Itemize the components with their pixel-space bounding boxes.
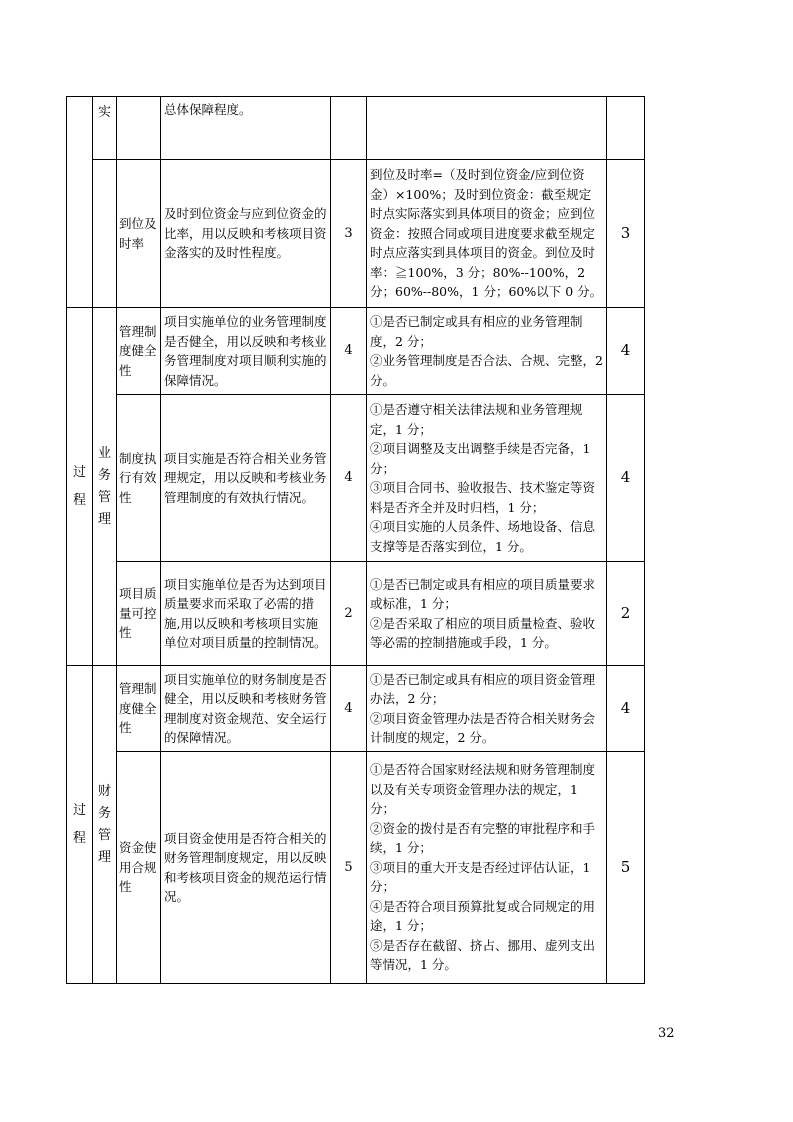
- criteria-item: ①是否符合国家财经法规和财务管理制度以及有关专项资金管理办法的规定，1 分；: [370, 762, 596, 817]
- weight-cell: 2: [331, 562, 367, 666]
- weight-cell: 4: [331, 308, 367, 395]
- criteria-item: ③项目合同书、验收报告、技术鉴定等资料是否齐全并及时归档，1 分；: [370, 480, 596, 515]
- indicator-cell: 项目质量可控性: [117, 562, 161, 666]
- page-number: 32: [658, 1026, 675, 1041]
- indicator-cell: 制度执行有效性: [117, 395, 161, 562]
- criteria-item: ①是否遵守相关法律法规和业务管理规定，1 分；: [370, 402, 583, 437]
- level2-cell: [93, 160, 117, 308]
- description-cell: 项目实施单位的财务制度是否健全，用以反映和考核财务管理制度对资金规范、安全运行的保障情况。: [161, 666, 331, 752]
- description-cell: 总体保障程度。: [161, 97, 331, 160]
- description-cell: 及时到位资金与应到位资金的比率，用以反映和考核项目资金落实的及时性程度。: [161, 160, 331, 308]
- level1-text: 过程: [72, 464, 86, 508]
- evaluation-table: [66, 96, 645, 984]
- indicator-cell: [117, 97, 161, 160]
- criteria-item: ⑤是否存在截留、挤占、挪用、虚列支出等情况，1 分。: [370, 937, 596, 973]
- level2-cell: [93, 97, 117, 160]
- score-cell: 5: [607, 752, 645, 984]
- level2-text: 财务管理: [97, 783, 111, 865]
- table-row: [67, 97, 645, 160]
- criteria-item: ②业务管理制度是否合法、合规、完整，2 分。: [370, 353, 603, 388]
- criteria-item: ②是否采取了相应的项目质量检查、验收等必需的控制措施或手段，1 分。: [370, 615, 596, 650]
- criteria-cell: [367, 97, 607, 160]
- weight-cell: 4: [331, 666, 367, 752]
- score-cell: 4: [607, 395, 645, 562]
- criteria-item: ④是否符合项目预算批复或合同规定的用途，1 分；: [370, 898, 596, 934]
- description-cell: 项目实施单位是否为达到项目质量要求而采取了必需的措施,用以反映和考核项目实施单位对项目质量的控制情况。: [161, 562, 331, 666]
- indicator-cell: 管理制度健全性: [117, 666, 161, 752]
- weight-cell: 5: [331, 752, 367, 984]
- criteria-cell: [367, 395, 607, 562]
- level2-text: 业务管理: [97, 445, 111, 527]
- score-cell: 2: [607, 562, 645, 666]
- description-cell: 项目实施是否符合相关业务管理规定，用以反映和考核业务管理制度的有效执行情况。: [161, 395, 331, 562]
- level2-cell: [93, 308, 117, 666]
- weight-cell: 4: [331, 395, 367, 562]
- criteria-item: ②项目资金管理办法是否符合相关财务会计制度的规定，2 分。: [370, 710, 596, 745]
- criteria-item: ②资金的拨付是否有完整的审批程序和手续，1 分；: [370, 820, 596, 856]
- level2-text: 实: [97, 105, 111, 120]
- score-cell: 4: [607, 308, 645, 395]
- level1-cell: [67, 308, 93, 666]
- score-cell: [607, 97, 645, 160]
- weight-cell: 3: [331, 160, 367, 308]
- criteria-item: ①是否已制定或具有相应的业务管理制度，2 分；: [370, 314, 583, 349]
- criteria-item: ②项目调整及支出调整手续是否完备，1 分；: [370, 441, 591, 476]
- criteria-item: ③项目的重大开支是否经过评估认证，1 分；: [370, 859, 591, 895]
- score-cell: 4: [607, 666, 645, 752]
- criteria-cell: [367, 666, 607, 752]
- criteria-cell: [367, 562, 607, 666]
- criteria-cell: [367, 160, 607, 308]
- level1-cell: [67, 666, 93, 984]
- table-row: [67, 752, 645, 984]
- description-cell: 项目资金使用是否符合相关的财务管理制度规定，用以反映和考核项目资金的规范运行情况。: [161, 752, 331, 984]
- table-row: [67, 395, 645, 562]
- weight-cell: [331, 97, 367, 160]
- criteria-item: ①是否已制定或具有相应的项目质量要求或标准，1 分；: [370, 576, 596, 611]
- description-cell: 项目实施单位的业务管理制度是否健全，用以反映和考核业务管理制度对项目顺利实施的保障情况。: [161, 308, 331, 395]
- table-row: [67, 666, 645, 752]
- level1-cell: [67, 97, 93, 308]
- criteria-item: ①是否已制定或具有相应的项目资金管理办法，2 分；: [370, 671, 596, 706]
- table-row: [67, 562, 645, 666]
- indicator-cell: 资金使用合规性: [117, 752, 161, 984]
- criteria-item: 到位及时率=（及时到位资金/应到位资金）×100%；及时到位资金：截至规定时点实际落实到具体项目的资金；应到位资金：按照合同或项目进度要求截至规定时点应落实到具体项目的资金。到位及时率：≧100%，3 分；80%--100%，2 分；60%--80%，1 分；60%以下 0 分。: [370, 167, 603, 300]
- level2-cell: [93, 666, 117, 984]
- indicator-cell: 到位及时率: [117, 160, 161, 308]
- criteria-cell: [367, 308, 607, 395]
- table-row: [67, 160, 645, 308]
- criteria-item: ④项目实施的人员条件、场地设备、信息支撑等是否落实到位，1 分。: [370, 519, 596, 554]
- table-row: [67, 308, 645, 395]
- criteria-cell: [367, 752, 607, 984]
- score-cell: 3: [607, 160, 645, 308]
- indicator-cell: 管理制度健全性: [117, 308, 161, 395]
- level1-text: 过程: [72, 802, 86, 846]
